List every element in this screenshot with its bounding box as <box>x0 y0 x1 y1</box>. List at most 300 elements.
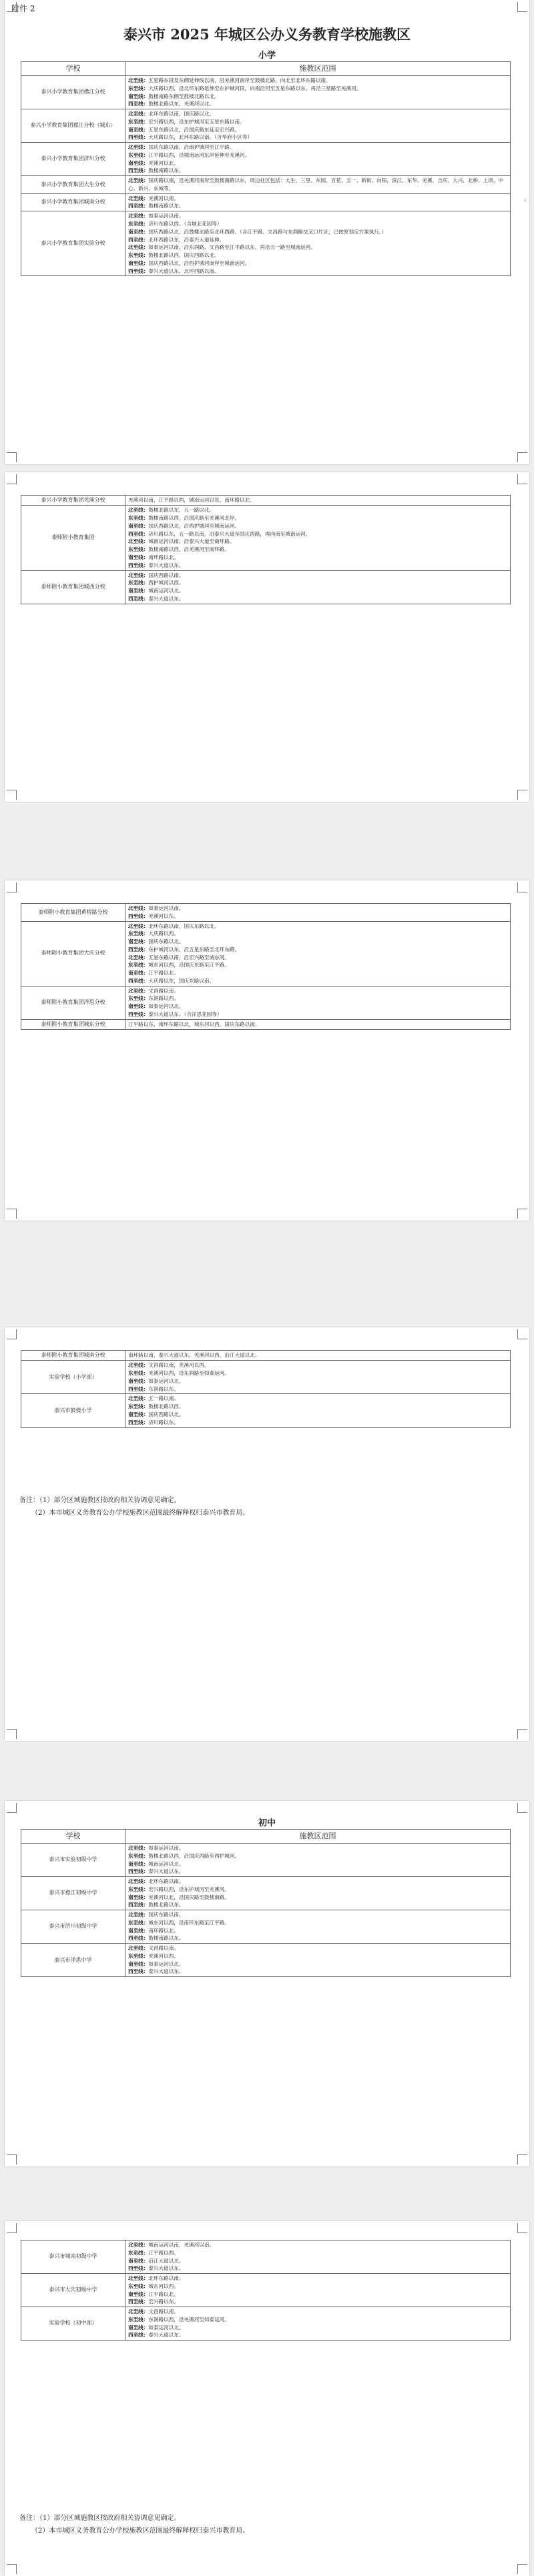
table-body <box>21 2240 511 2341</box>
table-row <box>21 1019 511 1029</box>
crop-mark <box>7 2223 17 2233</box>
range-line <box>128 977 507 985</box>
direction-label: 南至线： <box>128 938 149 945</box>
range-text: 如泰运河以北。 <box>148 2324 184 2331</box>
direction-label: 北至线： <box>128 1362 149 1369</box>
range-cell <box>125 2240 511 2274</box>
crop-mark <box>517 882 527 892</box>
table-row <box>21 570 511 604</box>
school-name: 泰师附小教育集团 <box>21 506 125 570</box>
direction-label: 北至线： <box>128 507 149 514</box>
direction-label: 北至线： <box>128 195 149 201</box>
range-text: 北环东路以南，国庆路以北。 <box>148 111 215 117</box>
school-name: 泰兴小学教育集团城南分校 <box>21 193 125 211</box>
school-name: 泰兴市洋思中学 <box>21 1944 125 1977</box>
range-text: 大庆路以东，国庆东路以南。 <box>148 977 215 984</box>
direction-label: 南至线： <box>128 228 149 235</box>
range-cell <box>125 1394 511 1427</box>
direction-label: 西至线： <box>128 530 149 537</box>
range-line <box>128 220 507 228</box>
direction-label: 东至线： <box>128 962 149 969</box>
header-school: 学校 <box>21 1830 125 1844</box>
range-line <box>128 1911 507 1919</box>
direction-label: 东至线： <box>128 1919 149 1926</box>
table-header-row <box>21 1830 511 1844</box>
range-text: 鼓楼南路东侧至鼓楼北路以北。 <box>148 93 220 99</box>
range-text: 羌溪河以西，沿东润路至如泰运河。 <box>148 1370 230 1377</box>
school-name: 实验学校（小学部） <box>21 1361 125 1394</box>
range-line <box>128 159 507 167</box>
range-text: 宏兴路以西，沿东护城河至羌溪河。 <box>148 1886 230 1892</box>
direction-label: 东至线： <box>128 151 149 158</box>
range-text: 南环路以北。 <box>148 554 179 560</box>
range-line <box>128 546 507 554</box>
range-text: 国庆西路以北。 <box>148 1411 184 1417</box>
table-row <box>21 2307 511 2341</box>
direction-label: 西至线： <box>128 912 149 919</box>
range-line <box>128 1395 507 1403</box>
range-text: 东润路以东。 <box>148 1385 179 1392</box>
range-line <box>128 195 507 203</box>
range-line <box>128 267 507 275</box>
direction-label: 南至线： <box>128 259 149 266</box>
range-text: 鼓楼北路以东，羌溪河以北。 <box>148 101 215 107</box>
table-row <box>21 1351 511 1361</box>
direction-label: 东至线： <box>128 930 149 937</box>
range-text: 国庆东路以北。 <box>148 938 184 945</box>
crop-mark <box>7 1209 17 1219</box>
range-text: 大庆路以西，沿北环东路延伸至东护城河段，向南沿河至五星东路以东，再沿三星路至羌溪河。 <box>148 85 362 91</box>
crop-mark <box>7 452 17 462</box>
junior-table-part-2 <box>21 2240 511 2341</box>
direction-label: 南至线： <box>128 2257 149 2264</box>
range-text: 江平路以西，沿城南运河东岸延伸至羌溪河。 <box>148 151 250 158</box>
range-text: 江平路以东，南环东路以北，城东河以西，国庆东路以南。 <box>128 1021 260 1028</box>
range-text: 西护城河以西。 <box>148 580 184 586</box>
range-line <box>128 2308 507 2316</box>
range-text: 如泰运河以北。 <box>148 1377 184 1384</box>
range-text: 江平路以西。 <box>148 2249 179 2256</box>
crop-mark <box>7 1329 17 1339</box>
range-cell <box>125 193 511 211</box>
direction-label: 北至线： <box>128 1912 149 1918</box>
range-line <box>128 1844 507 1852</box>
direction-label: 东至线： <box>128 995 149 1002</box>
direction-label: 北至线： <box>128 2309 149 2315</box>
note-line: （2）本市城区义务教育公办学校施教区范围最终解释权归泰兴市教育局。 <box>31 2527 250 2535</box>
range-text: 国庆西路以北，沿西护城河南岸至城南运河。 <box>148 259 250 266</box>
range-text: 国庆西路以北，沿西护城河至城南运河。 <box>148 522 240 529</box>
range-line <box>128 1927 507 1935</box>
direction-label: 西至线： <box>128 946 149 952</box>
range-line <box>128 1919 507 1927</box>
range-cell <box>125 986 511 1019</box>
range-cell <box>125 1019 511 1029</box>
range-cell <box>125 211 511 276</box>
range-text: 城东河以西，沿南环东路至江平路。 <box>148 1919 230 1926</box>
range-cell <box>125 506 511 570</box>
table-row <box>21 2274 511 2307</box>
range-line <box>128 1934 507 1942</box>
range-text: 如泰运河以北。 <box>148 1003 184 1010</box>
direction-label: 西至线： <box>128 101 149 107</box>
range-line <box>128 1952 507 1960</box>
school-name: 泰师附小教育集团城南分校 <box>21 1351 125 1361</box>
direction-label: 西至线： <box>128 1011 149 1017</box>
direction-label: 西至线： <box>128 267 149 274</box>
range-text: 文昌路以南。 <box>148 1945 179 1952</box>
header-school: 学校 <box>21 62 125 76</box>
school-name: 实验学校（初中部） <box>21 2307 125 2341</box>
document-page-2 <box>5 472 529 802</box>
range-text: 南环路以南，泰兴大道以东，羌溪河以西，沿江大道以北。 <box>128 1352 260 1359</box>
range-text: 国庆西路以南。 <box>148 572 184 578</box>
direction-label: 南至线： <box>128 522 149 529</box>
school-name: 泰兴小学教育集团实验分校 <box>21 211 125 276</box>
direction-label: 南至线： <box>128 588 149 594</box>
school-name: 泰兴市城南初级中学 <box>21 2240 125 2274</box>
primary-table-part-3 <box>21 903 511 1030</box>
school-name: 泰师附小教育集团城东分校 <box>21 1019 125 1029</box>
range-line <box>128 126 507 134</box>
range-line <box>128 522 507 530</box>
direction-label: 南至线： <box>128 1894 149 1900</box>
crop-mark <box>7 790 17 800</box>
range-text: 北环东路以南，国庆东路以北。 <box>148 922 220 929</box>
range-line <box>128 1021 507 1029</box>
direction-label: 北至线： <box>128 1845 149 1851</box>
range-text: 鼓楼北路以西。 <box>148 1403 184 1410</box>
range-line <box>128 1960 507 1968</box>
range-text: 五星路东段及东侧延伸线以南，沿羌溪河南岸至鼓楼北路，向北至北环东路以南。 <box>148 77 331 83</box>
range-line <box>128 961 507 969</box>
table-row <box>21 193 511 211</box>
range-line <box>128 2275 507 2283</box>
direction-label: 北至线： <box>128 2275 149 2282</box>
range-text: 城南运河以北。 <box>148 588 184 594</box>
range-text: 南环路以北。 <box>148 1927 179 1934</box>
range-text: 国庆东路以南。 <box>148 1912 184 1918</box>
direction-label: 西至线： <box>128 562 149 568</box>
crop-mark <box>517 474 527 484</box>
range-line <box>128 2265 507 2273</box>
range-text: 东润路以西，沿羌溪河至如泰运河。 <box>148 2316 230 2323</box>
range-line <box>128 167 507 175</box>
direction-label: 北至线： <box>128 954 149 960</box>
page-edge-mark: ‹ <box>524 197 527 204</box>
direction-label: 北至线： <box>128 905 149 911</box>
range-cell <box>125 1910 511 1944</box>
range-text: 鼓楼南路以东。 <box>148 167 184 174</box>
range-line <box>128 1868 507 1876</box>
table-row <box>21 1877 511 1910</box>
direction-label: 北至线： <box>128 111 149 117</box>
crop-mark <box>517 2223 527 2233</box>
direction-label: 东至线： <box>128 1852 149 1859</box>
direction-label: 西至线： <box>128 2299 149 2305</box>
range-line <box>128 236 507 244</box>
range-text: 泰兴大道以东。 <box>148 2265 184 2272</box>
range-line <box>128 100 507 108</box>
primary-table-part-2 <box>21 495 511 604</box>
range-line <box>128 2331 507 2339</box>
document-page-6 <box>5 2221 529 2576</box>
direction-label: 东至线： <box>128 252 149 259</box>
range-text: 城南运河以南，沿泰兴大道至南环路。 <box>148 538 235 545</box>
range-line <box>128 538 507 546</box>
range-cell <box>125 904 511 922</box>
range-line <box>128 1901 507 1909</box>
range-cell <box>125 921 511 986</box>
school-name: 泰师附小教育集团黄桥路分校 <box>21 904 125 922</box>
range-line <box>128 1968 507 1976</box>
range-line <box>128 2257 507 2265</box>
range-line <box>128 2324 507 2332</box>
range-line <box>128 562 507 570</box>
document-title: 泰兴市 2025 年城区公办义务教育学校施教区 <box>123 26 411 43</box>
school-name: 泰师附小教育集团城西分校 <box>21 570 125 604</box>
range-line <box>128 530 507 538</box>
range-line <box>128 118 507 126</box>
range-text: 文昌路以南。 <box>148 987 179 994</box>
range-line <box>128 1411 507 1419</box>
table-row <box>21 76 511 109</box>
range-text: 羌溪河以北，沿国庆路至鼓楼南路。 <box>148 1894 230 1900</box>
range-line <box>128 946 507 954</box>
direction-label: 东至线： <box>128 85 149 91</box>
range-text: 羌溪河以南，江平路以西，城南运河以东，南环路以北。 <box>128 497 255 504</box>
table-row <box>21 143 511 176</box>
table-row <box>21 506 511 570</box>
range-text: 国庆东路以南，沿南护城河至江平路。 <box>148 144 235 151</box>
direction-label: 西至线： <box>128 1868 149 1875</box>
range-text: 如泰运河以北。 <box>148 1960 184 1967</box>
direction-label: 西至线： <box>128 167 149 174</box>
range-text: 文昌路以南，羌溪河以西。 <box>148 1362 210 1369</box>
range-text: 北环东路以南。 <box>148 1878 184 1885</box>
table-row <box>21 496 511 506</box>
table-row <box>21 1394 511 1427</box>
range-line <box>128 554 507 562</box>
table-body <box>21 1351 511 1428</box>
range-text: 鼓楼北路以东。 <box>148 1902 184 1908</box>
table-row <box>21 921 511 986</box>
crop-mark <box>517 790 527 800</box>
direction-label: 北至线： <box>128 1878 149 1885</box>
direction-label: 西至线： <box>128 203 149 209</box>
range-line <box>128 1011 507 1019</box>
direction-label: 北至线： <box>128 572 149 578</box>
crop-mark <box>7 2 17 12</box>
range-line <box>128 922 507 930</box>
annex-label: 附件 2 <box>11 4 35 13</box>
range-text: 济川路以东。 <box>148 1419 179 1425</box>
range-line <box>128 904 507 912</box>
crop-mark <box>7 882 17 892</box>
range-cell <box>125 176 511 194</box>
direction-label: 南至线： <box>128 970 149 977</box>
range-text: 鼓楼南路以东。 <box>148 203 184 209</box>
header-range: 施教区范围 <box>125 1830 511 1844</box>
direction-label: 西至线： <box>128 1385 149 1392</box>
range-line <box>128 1878 507 1886</box>
range-text: 鼓楼南路以东。 <box>148 1935 184 1942</box>
range-cell <box>125 496 511 506</box>
range-line <box>128 1852 507 1860</box>
school-name: 泰兴市济川初级中学 <box>21 1910 125 1944</box>
document-page-5 <box>5 1801 529 2166</box>
school-name: 泰兴小学教育集团襟江分校 <box>21 76 125 109</box>
primary-table-part-1 <box>21 61 511 276</box>
range-text: 泰兴大道以东。 <box>148 1868 184 1875</box>
table-body <box>21 1844 511 1977</box>
table-body <box>21 496 511 604</box>
range-cell <box>125 2274 511 2307</box>
range-line <box>128 1369 507 1377</box>
note-line: （2）本市城区义务教育公办学校施教区范围最终解释权归泰兴市教育局。 <box>31 1509 250 1517</box>
school-name: 泰兴小学教育集团大生分校 <box>21 176 125 194</box>
range-line <box>128 1886 507 1894</box>
range-text: 鼓楼北路以东，五一路以北。 <box>148 507 215 514</box>
range-line <box>128 1403 507 1411</box>
direction-label: 南至线： <box>128 159 149 166</box>
range-line <box>128 2316 507 2324</box>
range-text: 羌溪河以西。 <box>148 1952 179 1959</box>
range-text: 如泰运河以南，沿东润路、文昌路至江平路以东，再沿五一路至城南运河。 <box>148 244 316 251</box>
range-line <box>128 228 507 236</box>
table-row <box>21 2240 511 2274</box>
direction-label: 南至线： <box>128 2324 149 2331</box>
range-cell <box>125 1877 511 1910</box>
school-name: 泰兴市实验初级中学 <box>21 1844 125 1877</box>
range-cell <box>125 1944 511 1977</box>
direction-label: 东至线： <box>128 1403 149 1410</box>
range-cell <box>125 1844 511 1877</box>
range-line <box>128 514 507 522</box>
range-cell <box>125 76 511 109</box>
range-text: 城东河以西，沿国庆东路至江平路。 <box>148 962 230 969</box>
range-line <box>128 1944 507 1952</box>
crop-mark <box>517 1329 527 1339</box>
range-line <box>128 202 507 210</box>
range-cell <box>125 1361 511 1394</box>
school-name: 泰兴市鼓楼小学 <box>21 1394 125 1427</box>
document-page-4 <box>5 1327 529 1741</box>
direction-label: 南至线： <box>128 126 149 133</box>
direction-label: 西至线： <box>128 2265 149 2272</box>
range-line <box>128 2241 507 2249</box>
range-line <box>128 2298 507 2306</box>
direction-label: 北至线： <box>128 1945 149 1952</box>
direction-label: 东至线： <box>128 2283 149 2289</box>
range-line <box>128 1351 507 1359</box>
crop-mark <box>517 2 527 12</box>
range-line <box>128 2249 507 2257</box>
range-line <box>128 151 507 159</box>
school-name: 泰兴小学教育集团襟江分校（城东） <box>21 109 125 143</box>
range-line <box>128 1894 507 1902</box>
direction-label: 南至线： <box>128 2291 149 2297</box>
direction-label: 北至线： <box>128 213 149 219</box>
range-text: 宏兴路以东。 <box>148 2299 179 2305</box>
range-text: 北环东路以南。 <box>148 2275 184 2282</box>
direction-label: 西至线： <box>128 134 149 141</box>
range-line <box>128 1385 507 1393</box>
range-line <box>128 969 507 977</box>
table-row <box>21 1944 511 1977</box>
school-name: 泰兴市大庆初级中学 <box>21 2274 125 2307</box>
direction-label: 南至线： <box>128 1960 149 1967</box>
crop-mark <box>7 2154 17 2164</box>
range-line <box>128 1419 507 1427</box>
junior-table-part-1 <box>21 1829 511 1977</box>
direction-label: 南至线： <box>128 1377 149 1384</box>
direction-label: 南至线： <box>128 554 149 560</box>
school-name: 泰兴小学教育集团济川分校 <box>21 143 125 176</box>
direction-label: 东至线： <box>128 2316 149 2323</box>
school-name: 泰兴小学教育集团羌溪分校 <box>21 496 125 506</box>
range-text: 泰兴大道以东。 <box>148 595 184 602</box>
range-line <box>128 496 507 504</box>
direction-label: 东至线： <box>128 1886 149 1892</box>
range-line <box>128 212 507 220</box>
range-text: 如泰运河以南。 <box>148 905 184 911</box>
range-line <box>128 1003 507 1011</box>
direction-label: 东至线： <box>128 546 149 553</box>
crop-mark <box>7 1729 17 1739</box>
range-line <box>128 987 507 995</box>
range-cell <box>125 570 511 604</box>
range-line <box>128 251 507 259</box>
range-text: 五星东路以北，沿国庆路东延至宏兴路。 <box>148 126 240 133</box>
table-row <box>21 211 511 276</box>
direction-label: 南至线： <box>128 1860 149 1867</box>
junior-notes <box>19 2512 249 2537</box>
table-row <box>21 986 511 1019</box>
crop-mark <box>517 2154 527 2164</box>
range-text: 羌溪河以东。 <box>148 912 179 919</box>
range-line <box>128 1860 507 1868</box>
direction-label: 东至线： <box>128 221 149 227</box>
direction-label: 东至线： <box>128 1952 149 1959</box>
direction-label: 南至线： <box>128 93 149 99</box>
range-text: 泰兴大道以东，北环西路以南。 <box>148 267 220 274</box>
range-text: 北环西路以东，沿泰兴大道延伸。 <box>148 236 225 243</box>
direction-label: 东至线： <box>128 515 149 522</box>
direction-label: 北至线： <box>128 177 149 184</box>
table-row <box>21 1910 511 1944</box>
direction-label: 北至线： <box>128 2242 149 2248</box>
table-body <box>21 76 511 276</box>
direction-label: 南至线： <box>128 1003 149 1010</box>
range-line <box>128 2283 507 2291</box>
range-line <box>128 912 507 920</box>
range-text: 东润路以西。 <box>148 995 179 1002</box>
direction-label: 北至线： <box>128 144 149 151</box>
range-text: 沿江大道以北。 <box>148 2257 184 2264</box>
crop-mark <box>517 1803 527 1813</box>
range-line <box>128 177 507 193</box>
range-text: 鼓楼北路以西，沿国庆西路至西护城河。 <box>148 1852 240 1859</box>
range-text: 泰兴大道以东。 <box>148 1968 184 1975</box>
direction-label: 西至线： <box>128 1419 149 1425</box>
range-cell <box>125 109 511 143</box>
direction-label: 西至线： <box>128 2332 149 2339</box>
crop-mark <box>517 1209 527 1219</box>
range-line <box>128 954 507 962</box>
direction-label: 东至线： <box>128 580 149 586</box>
range-text: 羌溪河以南。 <box>148 195 179 201</box>
